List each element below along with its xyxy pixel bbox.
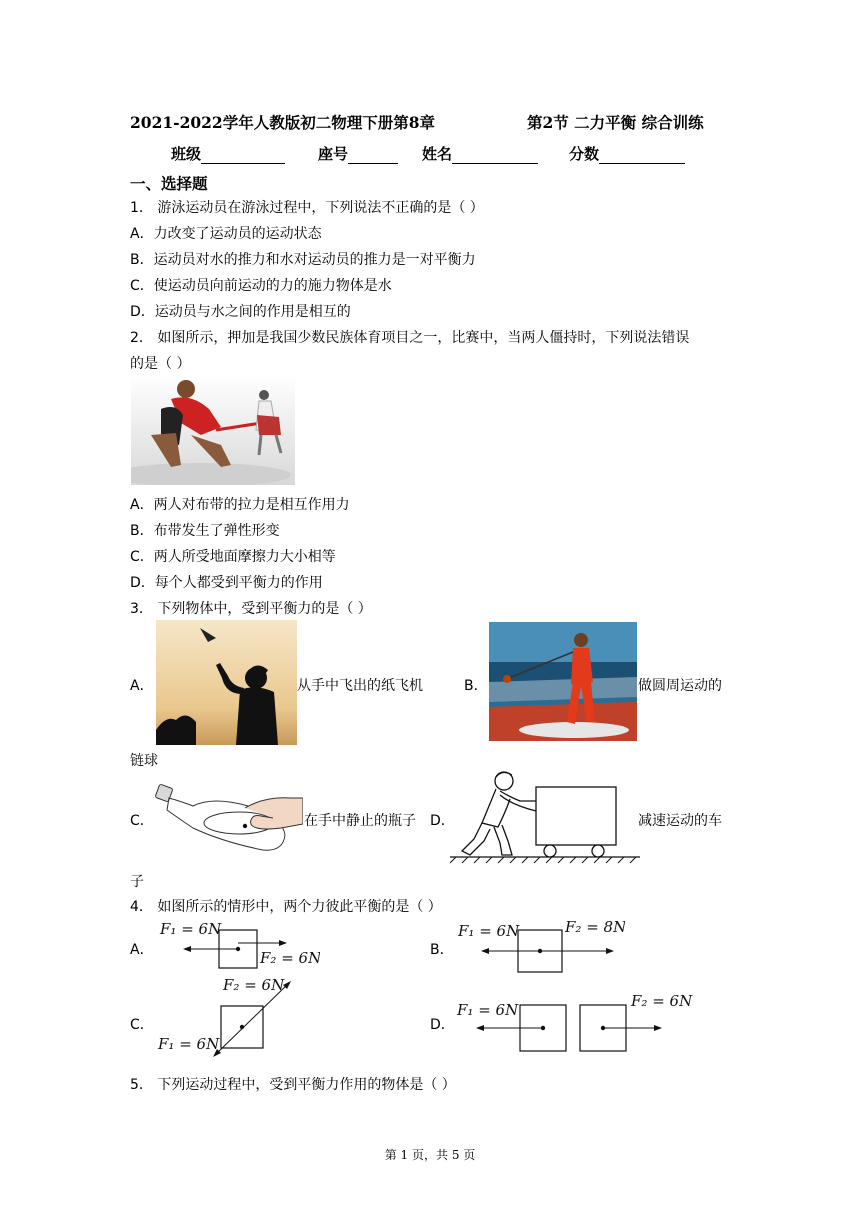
pushing-cart-figure bbox=[450, 767, 642, 864]
q3-option-b-letter[interactable]: B． bbox=[464, 678, 488, 694]
doc-title-right: 第2节 二力平衡 综合训练 bbox=[527, 113, 704, 132]
q4-figure-a bbox=[155, 918, 320, 977]
seat-blank[interactable] bbox=[348, 148, 398, 164]
tug-of-war-photo bbox=[131, 375, 295, 485]
q2-option-c[interactable]: C．两人所受地面摩擦力大小相等 bbox=[130, 549, 336, 565]
q2-stem-line2: 的是（ ） bbox=[130, 356, 191, 372]
doc-title-left: 2021-2022学年人教版初二物理下册第8章 bbox=[130, 113, 435, 132]
q3-option-c-letter[interactable]: C． bbox=[130, 813, 154, 829]
q2-option-d[interactable]: D．每个人都受到平衡力的作用 bbox=[130, 575, 323, 591]
q4-figure-c bbox=[155, 973, 305, 1062]
q4-b-f2-label: F₂ = 8N bbox=[565, 918, 625, 936]
score-blank[interactable] bbox=[599, 148, 685, 164]
bottle-in-hand-figure bbox=[153, 780, 303, 855]
q3-option-d-letter[interactable]: D． bbox=[430, 813, 455, 829]
q4-d-f2-label: F₂ = 6N bbox=[631, 992, 693, 1010]
q4-c-f2-label: F₂ = 6N bbox=[223, 976, 285, 994]
class-label: 班级 bbox=[171, 145, 202, 163]
q3-option-d-text[interactable]: 减速运动的车 bbox=[638, 813, 722, 829]
section-heading: 一、选择题 bbox=[130, 175, 208, 193]
q4-option-a-letter[interactable]: A． bbox=[130, 942, 154, 958]
q3-stem: 3． 下列物体中，受到平衡力的是（ ） bbox=[130, 601, 372, 617]
q4-a-f2-label: F₂ = 6N bbox=[260, 949, 320, 967]
q4-c-f1-label: F₁ = 6N bbox=[158, 1035, 220, 1053]
paper-plane-photo bbox=[156, 620, 297, 745]
q4-option-c-letter[interactable]: C． bbox=[130, 1017, 154, 1033]
q4-figure-d bbox=[455, 988, 695, 1060]
class-field[interactable] bbox=[171, 143, 285, 164]
class-blank[interactable] bbox=[201, 148, 285, 164]
q1-stem: 1． 游泳运动员在游泳过程中，下列说法不正确的是（ ） bbox=[130, 200, 484, 216]
q2-option-a[interactable]: A．两人对布带的拉力是相互作用力 bbox=[130, 497, 350, 513]
hammer-throw-photo bbox=[489, 622, 637, 741]
q3-option-d-wrap: 子 bbox=[130, 874, 144, 890]
name-field[interactable] bbox=[422, 143, 538, 164]
q4-option-b-letter[interactable]: B． bbox=[430, 942, 454, 958]
q3-option-b-text[interactable]: 做圆周运动的 bbox=[638, 678, 722, 694]
q4-option-d-letter[interactable]: D． bbox=[430, 1017, 455, 1033]
q2-stem-line1: 2． 如图所示，押加是我国少数民族体育项目之一，比赛中，当两人僵持时，下列说法错误 bbox=[130, 330, 690, 346]
q4-figure-b bbox=[455, 918, 625, 980]
q5-stem: 5． 下列运动过程中，受到平衡力作用的物体是（ ） bbox=[130, 1077, 456, 1093]
q3-option-b-wrap: 链球 bbox=[130, 753, 158, 769]
q3-option-a-letter[interactable]: A． bbox=[130, 678, 154, 694]
seat-label: 座号 bbox=[318, 145, 349, 163]
q4-a-f1-label: F₁ = 6N bbox=[160, 920, 222, 938]
q3-option-a-text[interactable]: 从手中飞出的纸飞机 bbox=[297, 678, 423, 694]
q4-d-f1-label: F₁ = 6N bbox=[457, 1001, 519, 1019]
q1-option-a[interactable]: A．力改变了运动员的运动状态 bbox=[130, 226, 322, 242]
q4-b-f1-label: F₁ = 6N bbox=[458, 922, 520, 940]
q1-option-c[interactable]: C．使运动员向前运动的力的施力物体是水 bbox=[130, 278, 392, 294]
seat-field[interactable] bbox=[318, 143, 398, 164]
q2-option-b[interactable]: B．布带发生了弹性形变 bbox=[130, 523, 280, 539]
page-footer: 第 1 页，共 5 页 bbox=[384, 1148, 476, 1162]
q4-stem: 4． 如图所示的情形中，两个力彼此平衡的是（ ） bbox=[130, 899, 442, 915]
name-label: 姓名 bbox=[422, 145, 453, 163]
q1-option-d[interactable]: D．运动员与水之间的作用是相互的 bbox=[130, 304, 351, 320]
name-blank[interactable] bbox=[452, 148, 538, 164]
q1-option-b[interactable]: B．运动员对水的推力和水对运动员的推力是一对平衡力 bbox=[130, 252, 476, 268]
q3-option-c-text[interactable]: 在手中静止的瓶子 bbox=[304, 813, 416, 829]
score-field[interactable] bbox=[569, 143, 685, 164]
score-label: 分数 bbox=[569, 145, 600, 163]
